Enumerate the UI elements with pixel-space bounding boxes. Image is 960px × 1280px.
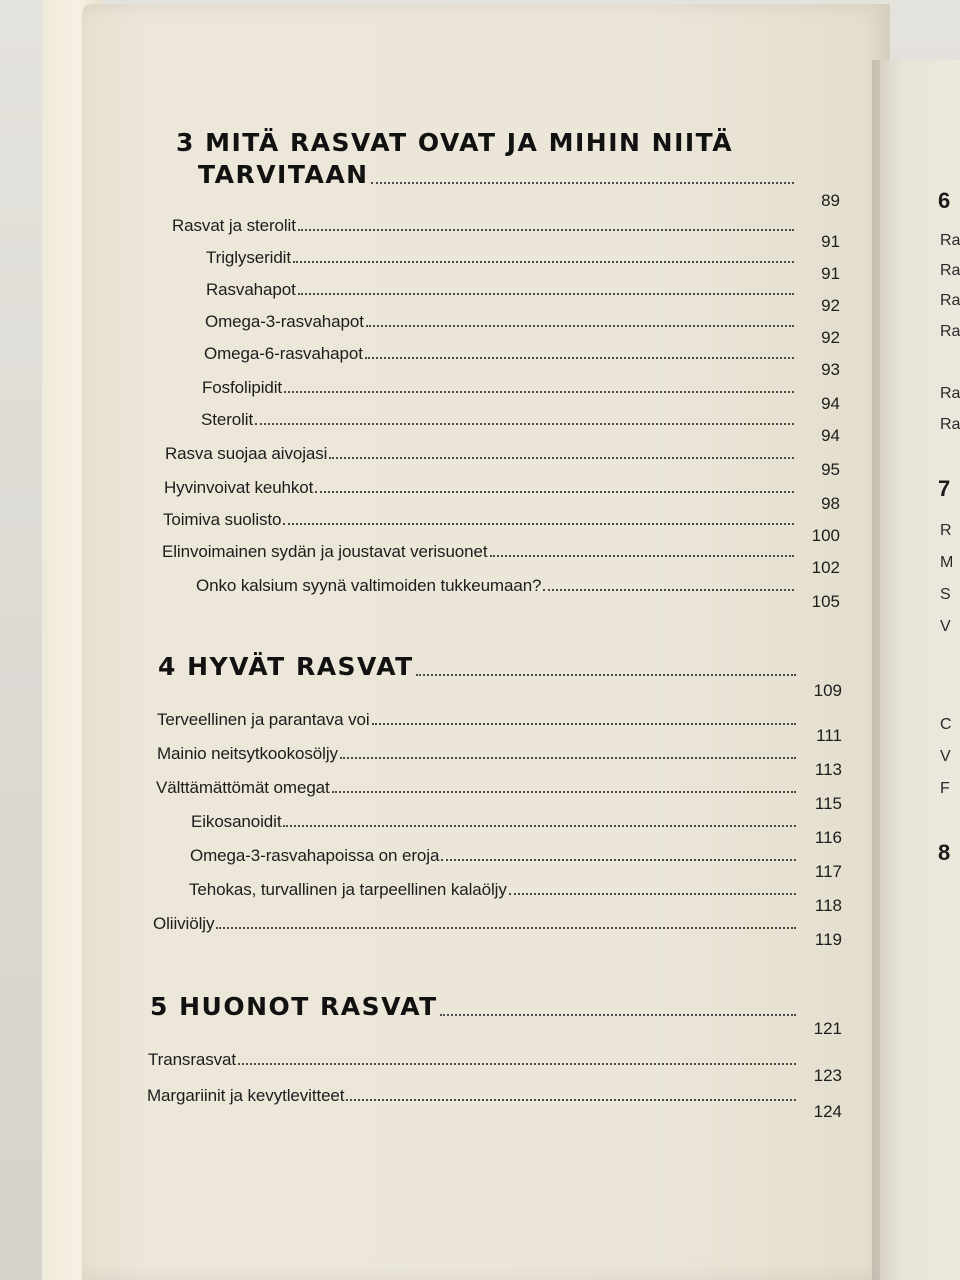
page-number: 113 (814, 760, 842, 779)
page-number: 111 (816, 726, 842, 745)
toc-entry (196, 576, 840, 611)
dot-leader (440, 1014, 796, 1016)
entry-label: Hyvinvoivat keuhkot (164, 478, 314, 497)
page-number: 102 (811, 558, 840, 577)
entry-label: Mainio neitsytkookosöljy (157, 744, 338, 763)
right-page (880, 60, 960, 1280)
page-number: 116 (814, 828, 842, 847)
right-page-entry: V (940, 748, 951, 765)
entry-label: Oliiviöljy (153, 914, 215, 933)
entry-label: Elinvoimainen sydän ja joustavat verisuonet (162, 542, 488, 561)
page-number: 91 (821, 264, 840, 283)
right-page-entry: V (940, 618, 951, 635)
dot-leader (329, 457, 794, 459)
dot-leader (255, 423, 794, 425)
toc-entry (201, 410, 840, 445)
dot-leader (298, 293, 794, 295)
entry-label: Sterolit (201, 410, 254, 429)
toc-entry (147, 1086, 842, 1121)
entry-label: Omega-3-rasvahapot (205, 312, 364, 331)
page-number: 124 (813, 1102, 842, 1121)
entry-label: Terveellinen ja parantava voi (157, 710, 370, 729)
entry-label: Tehokas, turvallinen ja tarpeellinen kalaöljy (189, 880, 507, 899)
dot-leader (365, 357, 794, 359)
right-page-entry: Ra (940, 232, 960, 249)
entry-label: Transrasvat (148, 1050, 237, 1069)
entry-label: Rasva suojaa aivojasi (165, 444, 328, 463)
dot-leader (283, 825, 796, 827)
toc-entry (172, 216, 840, 251)
entry-label: Margariinit ja kevytlevitteet (147, 1086, 345, 1105)
dot-leader (293, 261, 794, 263)
toc-entry (189, 880, 842, 915)
page-number: 92 (821, 328, 840, 347)
dot-leader (238, 1063, 796, 1065)
page-number: 105 (811, 592, 840, 611)
toc-entry (148, 1050, 842, 1085)
toc-entry (206, 280, 840, 315)
dot-leader (490, 555, 795, 557)
dot-leader (315, 491, 794, 493)
entry-label: Välttämättömät omegat (156, 778, 330, 797)
right-page-entry: Ra (940, 385, 960, 402)
dot-leader (346, 1099, 796, 1101)
page-number: 117 (814, 862, 842, 881)
right-page-entry: Ra (940, 416, 960, 433)
right-page-entry: Ra (940, 323, 960, 340)
entry-label: Eikosanoidit (191, 812, 282, 831)
toc-entry (205, 312, 840, 347)
entry-label: Toimiva suolisto (163, 510, 282, 529)
page-number: 100 (811, 526, 840, 545)
chapter-3-title-line2: TARVITAAN (198, 160, 369, 189)
dot-leader (340, 757, 796, 759)
dot-leader (441, 859, 796, 861)
dot-leader (416, 674, 796, 676)
page-number: 119 (814, 930, 842, 949)
toc-entry (164, 478, 840, 513)
toc-entry (153, 914, 842, 949)
dot-leader (284, 391, 794, 393)
dot-leader (283, 523, 794, 525)
dot-leader (509, 893, 796, 895)
entry-label: Rasvahapot (206, 280, 296, 299)
toc-entry (163, 510, 840, 545)
dot-leader (543, 589, 794, 591)
page-number: 94 (821, 426, 840, 445)
entry-label: Omega-6-rasvahapot (204, 344, 363, 363)
chapter-5-title (150, 992, 842, 1038)
dot-leader (298, 229, 794, 231)
dot-leader (371, 182, 794, 184)
dot-leader (216, 927, 796, 929)
dot-leader (366, 325, 794, 327)
entry-label: Onko kalsium syynä valtimoiden tukkeumaan? (196, 576, 542, 595)
right-page-entry: Ra (940, 262, 960, 279)
entry-label: Triglyseridit (206, 248, 291, 267)
right-page-entry: M (940, 554, 954, 571)
page-number: 115 (814, 794, 842, 813)
toc-entry (191, 812, 842, 847)
toc-entry (204, 344, 840, 379)
chapter-3-title (198, 160, 840, 210)
toc-entry (157, 710, 842, 745)
page-number: 109 (813, 681, 842, 700)
chapter-4-heading: 4 HYVÄT RASVAT (158, 652, 414, 681)
toc-entry (165, 444, 840, 479)
right-page-entry: F (940, 780, 950, 797)
right-page-entry: Ra (940, 292, 960, 309)
page-number: 98 (821, 494, 840, 513)
entry-label: Fosfolipidit (202, 378, 283, 397)
toc-entry (190, 846, 842, 881)
page-number: 89 (821, 191, 840, 210)
page-number: 92 (821, 296, 840, 315)
toc-entry (202, 378, 840, 413)
page-number: 118 (814, 896, 842, 915)
dot-leader (372, 723, 796, 725)
entry-label: Rasvat ja sterolit (172, 216, 296, 235)
right-page-entry: S (940, 586, 951, 603)
chapter-5-heading: 5 HUONOT RASVAT (150, 992, 438, 1021)
entry-label: Omega-3-rasvahapoissa on eroja (190, 846, 440, 865)
toc-entry (156, 778, 842, 813)
dot-leader (332, 791, 796, 793)
page-number: 91 (821, 232, 840, 251)
chapter-3-title-line1: 3 MITÄ RASVAT OVAT JA MIHIN NIITÄ (176, 128, 734, 157)
right-page-chapter-number: 8 (938, 840, 951, 865)
right-page-entry: C (940, 716, 952, 733)
toc-entry (162, 542, 840, 577)
page-number: 94 (821, 394, 840, 413)
page-number: 121 (813, 1019, 842, 1038)
page-number: 93 (821, 360, 840, 379)
right-page-chapter-number: 6 (938, 188, 951, 213)
right-page-chapter-number: 7 (938, 476, 951, 501)
page-number: 123 (813, 1066, 842, 1085)
page-number: 95 (821, 460, 840, 479)
toc-entry (206, 248, 840, 283)
right-page-entry: R (940, 522, 952, 539)
toc-entry (157, 744, 842, 779)
chapter-4-title (158, 652, 842, 700)
